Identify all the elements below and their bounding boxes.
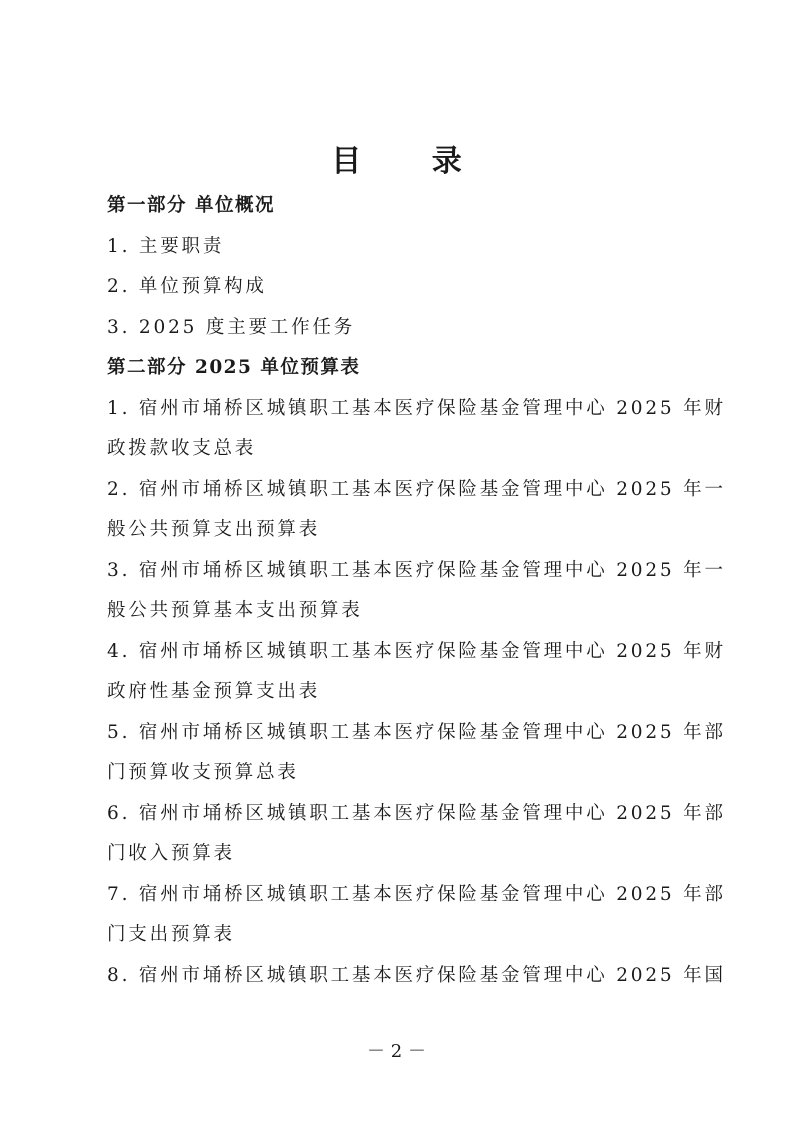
toc-item-continuation: 政拨款收支总表 <box>107 438 257 459</box>
toc-item: 3. 2025 度主要工作任务 <box>107 316 355 338</box>
toc-item: 2. 单位预算构成 <box>107 276 267 297</box>
table-of-contents <box>107 186 726 996</box>
page-title: 目 录 <box>331 144 492 179</box>
toc-item-continuation: 般公共预算基本支出预算表 <box>107 600 363 621</box>
toc-item: 2. 宿州市埇桥区城镇职工基本医疗保险基金管理中心 2025 年一 <box>107 478 726 500</box>
toc-item-continuation: 政府性基金预算支出表 <box>107 681 321 702</box>
toc-item-continuation: 门支出预算表 <box>107 924 235 945</box>
toc-item-continuation: 门预算收支预算总表 <box>107 762 299 783</box>
toc-part-heading: 第二部分 2025 单位预算表 <box>107 357 361 378</box>
toc-item: 4. 宿州市埇桥区城镇职工基本医疗保险基金管理中心 2025 年财 <box>107 640 726 662</box>
toc-item-continuation: 般公共预算支出预算表 <box>107 519 321 540</box>
toc-item: 7. 宿州市埇桥区城镇职工基本医疗保险基金管理中心 2025 年部 <box>107 883 726 905</box>
toc-item: 1. 主要职责 <box>107 235 225 257</box>
page-number: － 2 － <box>367 1041 426 1062</box>
toc-item: 3. 宿州市埇桥区城镇职工基本医疗保险基金管理中心 2025 年一 <box>107 559 726 581</box>
toc-item-continuation: 门收入预算表 <box>107 843 235 864</box>
toc-part-heading: 第一部分 单位概况 <box>107 195 275 216</box>
toc-item: 6. 宿州市埇桥区城镇职工基本医疗保险基金管理中心 2025 年部 <box>107 802 726 824</box>
toc-item: 8. 宿州市埇桥区城镇职工基本医疗保险基金管理中心 2025 年国 <box>107 964 726 986</box>
toc-item: 1. 宿州市埇桥区城镇职工基本医疗保险基金管理中心 2025 年财 <box>107 397 726 419</box>
toc-item: 5. 宿州市埇桥区城镇职工基本医疗保险基金管理中心 2025 年部 <box>107 721 726 743</box>
